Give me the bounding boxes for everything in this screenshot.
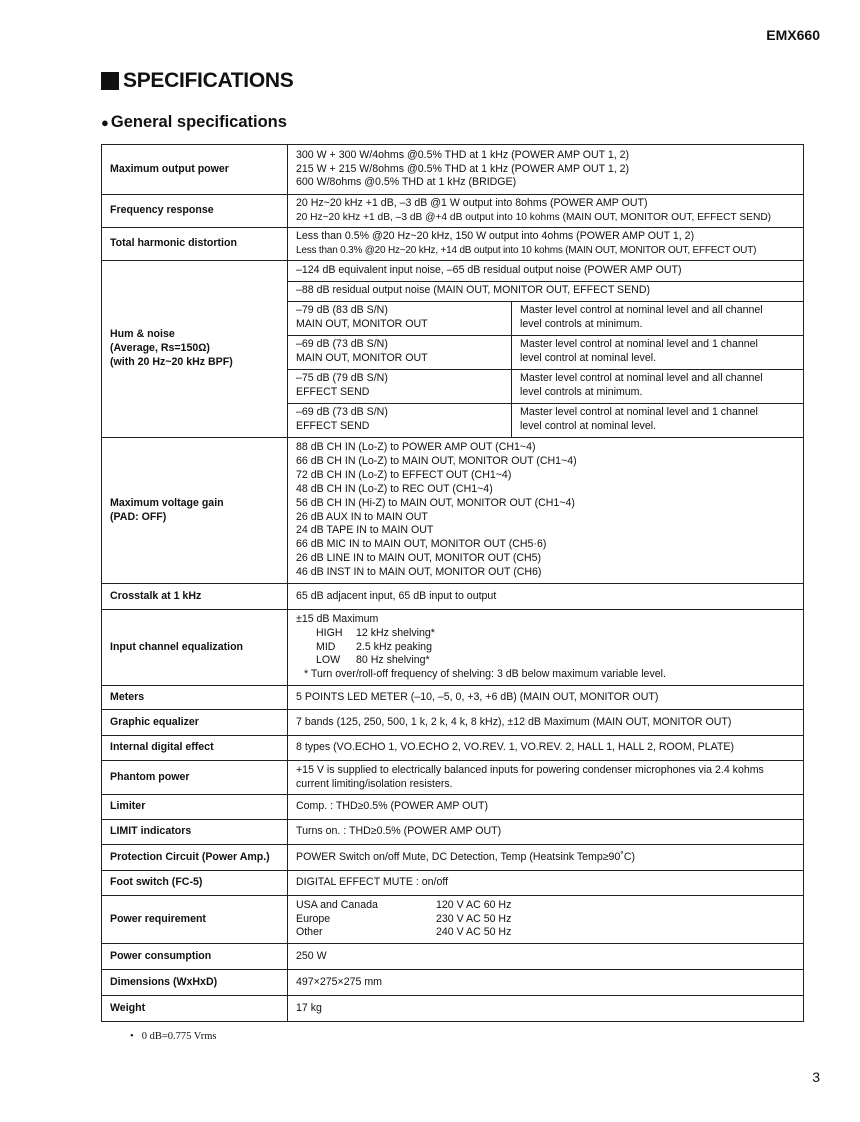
table-row (102, 438, 804, 584)
label-line: (with 20 Hz~20 kHz BPF) (110, 355, 233, 368)
row-label: Internal digital effect (102, 736, 288, 761)
cell-line: current limiting/isolation resisters. (296, 777, 453, 790)
cell-line: EFFECT SEND (296, 386, 370, 398)
power-region: Europe (296, 912, 331, 925)
label-line: (Average, Rs=150Ω) (110, 342, 210, 355)
cell-line: –75 dB (79 dB S/N) (296, 372, 388, 385)
power-value: 230 V AC 50 Hz (436, 912, 512, 925)
cell-line: MAIN OUT, MONITOR OUT (296, 318, 428, 330)
cell-line: level control at nominal level. (520, 352, 657, 364)
table-row (102, 944, 804, 970)
cell-line: ±15 dB Maximum (296, 612, 379, 625)
cell-line: 600 W/8ohms @0.5% THD at 1 kHz (BRIDGE) (296, 176, 517, 189)
cell-line: Master level control at nominal level and 1 channel (520, 338, 758, 351)
row-label (102, 438, 288, 584)
cell-line: 215 W + 215 W/8ohms @0.5% THD at 1 kHz (POWER AMP OUT 1, 2) (296, 162, 630, 175)
cell-line: 48 dB CH IN (Lo-Z) to REC OUT (CH1~4) (296, 482, 493, 495)
cell-value: Turns on. : THD≥0.5% (POWER AMP OUT) (288, 820, 804, 845)
power-region: USA and Canada (296, 898, 378, 911)
cell-value: 250 W (288, 944, 804, 970)
cell-line: Less than 0.5% @20 Hz~20 kHz, 150 W output into 4ohms (POWER AMP OUT 1, 2) (296, 230, 695, 243)
row-label: Crosstalk at 1 kHz (102, 584, 288, 610)
eq-band-value: 80 Hz shelving* (356, 654, 430, 667)
table-row (102, 820, 804, 845)
cell-line: 46 dB INST IN to MAIN OUT, MONITOR OUT (CH6) (296, 566, 542, 579)
power-value: 240 V AC 50 Hz (436, 926, 512, 939)
power-item (296, 899, 798, 913)
cell-line: 66 dB MIC IN to MAIN OUT, MONITOR OUT (CH5·6) (296, 538, 547, 551)
eq-band (296, 641, 798, 655)
table-row (102, 145, 804, 195)
cell-value: POWER Switch on/off Mute, DC Detection, Temp (Heatsink Temp≥90˚C) (288, 845, 804, 871)
cell-value: 8 types (VO.ECHO 1, VO.ECHO 2, VO.REV. 1, VO.REV. 2, HALL 1, HALL 2, ROOM, PLATE) (288, 736, 804, 761)
cell-line: 26 dB AUX IN to MAIN OUT (296, 510, 428, 523)
row-label: Total harmonic distortion (102, 228, 288, 261)
row-label: Frequency response (102, 195, 288, 228)
table-row (102, 261, 804, 438)
cell-value: DIGITAL EFFECT MUTE : on/off (288, 871, 804, 896)
cell-line: 20 Hz~20 kHz +1 dB, –3 dB @+4 dB output into 10 kohms (MAIN OUT, MONITOR OUT, EFFECT SEND) (296, 212, 772, 223)
cell-line: 20 Hz~20 kHz +1 dB, –3 dB @1 W output into 8ohms (POWER AMP OUT) (296, 197, 648, 210)
row-label: LIMIT indicators (102, 820, 288, 845)
power-value: 120 V AC 60 Hz (436, 898, 512, 911)
eq-band (296, 627, 798, 641)
page-number: 3 (812, 1069, 820, 1085)
cell-line: 88 dB CH IN (Lo-Z) to POWER AMP OUT (CH1~4) (296, 440, 536, 453)
cell-value: 497×275×275 mm (288, 970, 804, 996)
cell-line: level controls at minimum. (520, 318, 643, 330)
footnote (130, 1031, 217, 1042)
page-title-text: SPECIFICATIONS (123, 69, 294, 92)
title-square-icon (101, 72, 119, 90)
hum-noise-subtable (288, 261, 803, 437)
eq-band-name: MID (316, 640, 336, 653)
table-row (102, 736, 804, 761)
cell-value: 7 bands (125, 250, 500, 1 k, 2 k, 4 k, 8 kHz), ±12 dB Maximum (MAIN OUT, MONITOR OUT) (288, 710, 804, 736)
power-region: Other (296, 926, 323, 939)
cell-line: 300 W + 300 W/4ohms @0.5% THD at 1 kHz (POWER AMP OUT 1, 2) (296, 148, 630, 161)
table-row (102, 871, 804, 896)
cell-line: * Turn over/roll-off frequency of shelving: 3 dB below maximum variable level. (304, 668, 666, 681)
row-label: Protection Circuit (Power Amp.) (102, 845, 288, 871)
eq-band (296, 654, 798, 668)
row-label: Dimensions (WxHxD) (102, 970, 288, 996)
row-label: Meters (102, 686, 288, 710)
cell-line: –69 dB (73 dB S/N) (296, 406, 388, 419)
table-row (102, 228, 804, 261)
row-label: Graphic equalizer (102, 710, 288, 736)
section-subtitle (101, 113, 287, 132)
table-row (102, 970, 804, 996)
footnote-bullet: • (130, 1031, 134, 1042)
table-row (102, 610, 804, 686)
cell-line: 56 dB CH IN (Hi-Z) to MAIN OUT, MONITOR OUT (CH1~4) (296, 496, 575, 509)
row-label (102, 261, 288, 438)
table-row (102, 195, 804, 228)
cell-line: level controls at minimum. (520, 386, 643, 398)
row-label: Foot switch (FC-5) (102, 871, 288, 896)
table-row (102, 896, 804, 944)
table-row (102, 686, 804, 710)
table-row (102, 996, 804, 1022)
cell-line: Master level control at nominal level and all channel (520, 304, 763, 317)
power-item (296, 926, 798, 940)
power-item (296, 913, 798, 927)
cell-line: –124 dB equivalent input noise, –65 dB residual output noise (POWER AMP OUT) (288, 261, 803, 281)
table-row (102, 584, 804, 610)
cell-line: Master level control at nominal level and 1 channel (520, 406, 758, 419)
bullet-icon: ● (101, 115, 109, 130)
cell-line: Master level control at nominal level and all channel (520, 372, 763, 385)
page-title (101, 69, 293, 93)
cell-line: –79 dB (83 dB S/N) (296, 304, 388, 317)
cell-line: 26 dB LINE IN to MAIN OUT, MONITOR OUT (CH5) (296, 552, 542, 565)
table-row (102, 795, 804, 820)
row-label: Phantom power (102, 761, 288, 795)
row-label: Weight (102, 996, 288, 1022)
spec-table (101, 144, 804, 1022)
cell-line: –69 dB (73 dB S/N) (296, 338, 388, 351)
row-label: Maximum output power (102, 145, 288, 195)
cell-value: 5 POINTS LED METER (–10, –5, 0, +3, +6 dB) (MAIN OUT, MONITOR OUT) (288, 686, 804, 710)
row-label: Power requirement (102, 896, 288, 944)
label-line: Hum & noise (110, 328, 175, 341)
label-line: Maximum voltage gain (110, 496, 224, 509)
eq-band-name: LOW (316, 654, 341, 667)
cell-line: Less than 0.3% @20 Hz~20 kHz, +14 dB output into 10 kohms (MAIN OUT, MONITOR OUT, EFFECT OUT) (296, 245, 757, 256)
cell-line: –88 dB residual output noise (MAIN OUT, MONITOR OUT, EFFECT SEND) (288, 281, 803, 301)
section-subtitle-text: General specifications (110, 113, 287, 131)
row-label: Input channel equalization (102, 610, 288, 686)
footnote-text: 0 dB=0.775 Vrms (141, 1031, 217, 1042)
label-line: (PAD: OFF) (110, 510, 167, 523)
cell-line: level control at nominal level. (520, 420, 657, 433)
eq-band-value: 2.5 kHz peaking (356, 640, 432, 653)
cell-line: 72 dB CH IN (Lo-Z) to EFFECT OUT (CH1~4) (296, 468, 512, 481)
cell-line: +15 V is supplied to electrically balanced inputs for powering condenser microphones via 2.4 kohms (296, 763, 764, 776)
cell-line: EFFECT SEND (296, 420, 370, 433)
cell-line: 66 dB CH IN (Lo-Z) to MAIN OUT, MONITOR OUT (CH1~4) (296, 454, 577, 467)
eq-band-value: 12 kHz shelving* (356, 626, 435, 639)
table-row (102, 710, 804, 736)
row-label: Limiter (102, 795, 288, 820)
eq-band-name: HIGH (316, 626, 343, 639)
cell-value: 65 dB adjacent input, 65 dB input to output (288, 584, 804, 610)
cell-line: MAIN OUT, MONITOR OUT (296, 352, 428, 364)
cell-value: 17 kg (288, 996, 804, 1022)
model-number: EMX660 (766, 27, 820, 43)
cell-line: 24 dB TAPE IN to MAIN OUT (296, 524, 434, 537)
table-row (102, 761, 804, 795)
row-label: Power consumption (102, 944, 288, 970)
cell-value: Comp. : THD≥0.5% (POWER AMP OUT) (288, 795, 804, 820)
table-row (102, 845, 804, 871)
